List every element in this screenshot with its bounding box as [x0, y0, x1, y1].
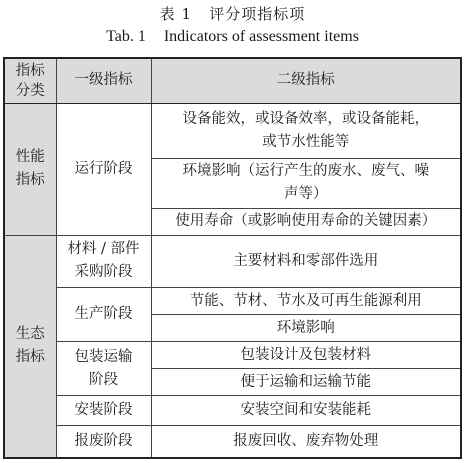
table-row	[4, 396, 461, 426]
item-installation: 安装空间和安装能耗	[151, 396, 461, 426]
table-title-cn: 评分项指标项	[209, 5, 306, 23]
table-row	[4, 342, 461, 369]
table-header-row	[4, 58, 461, 103]
table-label-cn: 表 1	[159, 5, 192, 23]
item-energy-efficiency: 设备能效，或设备效率，或设备能耗，或节水性能等	[151, 103, 461, 158]
table-label-en: Tab. 1	[106, 28, 146, 45]
category-performance: 性能指标	[4, 103, 56, 235]
item-service-life: 使用寿命（或影响使用寿命的关键因素）	[151, 208, 461, 235]
table-row	[4, 103, 461, 158]
stage-packaging: 包装运输阶段	[56, 342, 151, 396]
table-title-en: Indicators of assessment items	[163, 28, 359, 45]
header-category: 指标分类	[4, 58, 56, 103]
item-disposal: 报废回收、废弃物处理	[151, 426, 461, 458]
item-materials: 主要材料和零部件选用	[151, 235, 461, 287]
stage-procurement: 材料 / 部件采购阶段	[56, 235, 151, 287]
item-resource-saving: 节能、节材、节水及可再生能源利用	[151, 288, 461, 315]
stage-operation: 运行阶段	[56, 103, 151, 235]
table-caption-cn	[0, 4, 465, 24]
item-packaging-design: 包装设计及包装材料	[151, 342, 461, 369]
table-row	[4, 235, 461, 287]
item-environment-production: 环境影响	[151, 315, 461, 342]
table-row	[4, 426, 461, 458]
table-caption-en	[0, 27, 465, 47]
table-row	[4, 288, 461, 315]
stage-production: 生产阶段	[56, 288, 151, 342]
stage-installation: 安装阶段	[56, 396, 151, 426]
item-transport: 便于运输和运输节能	[151, 369, 461, 396]
indicator-table	[3, 57, 462, 459]
category-ecology: 生态指标	[4, 235, 56, 458]
header-level1: 一级指标	[56, 58, 151, 103]
item-environment-operation: 环境影响（运行产生的废水、废气、噪声等）	[151, 158, 461, 208]
header-level2: 二级指标	[151, 58, 461, 103]
stage-disposal: 报废阶段	[56, 426, 151, 458]
